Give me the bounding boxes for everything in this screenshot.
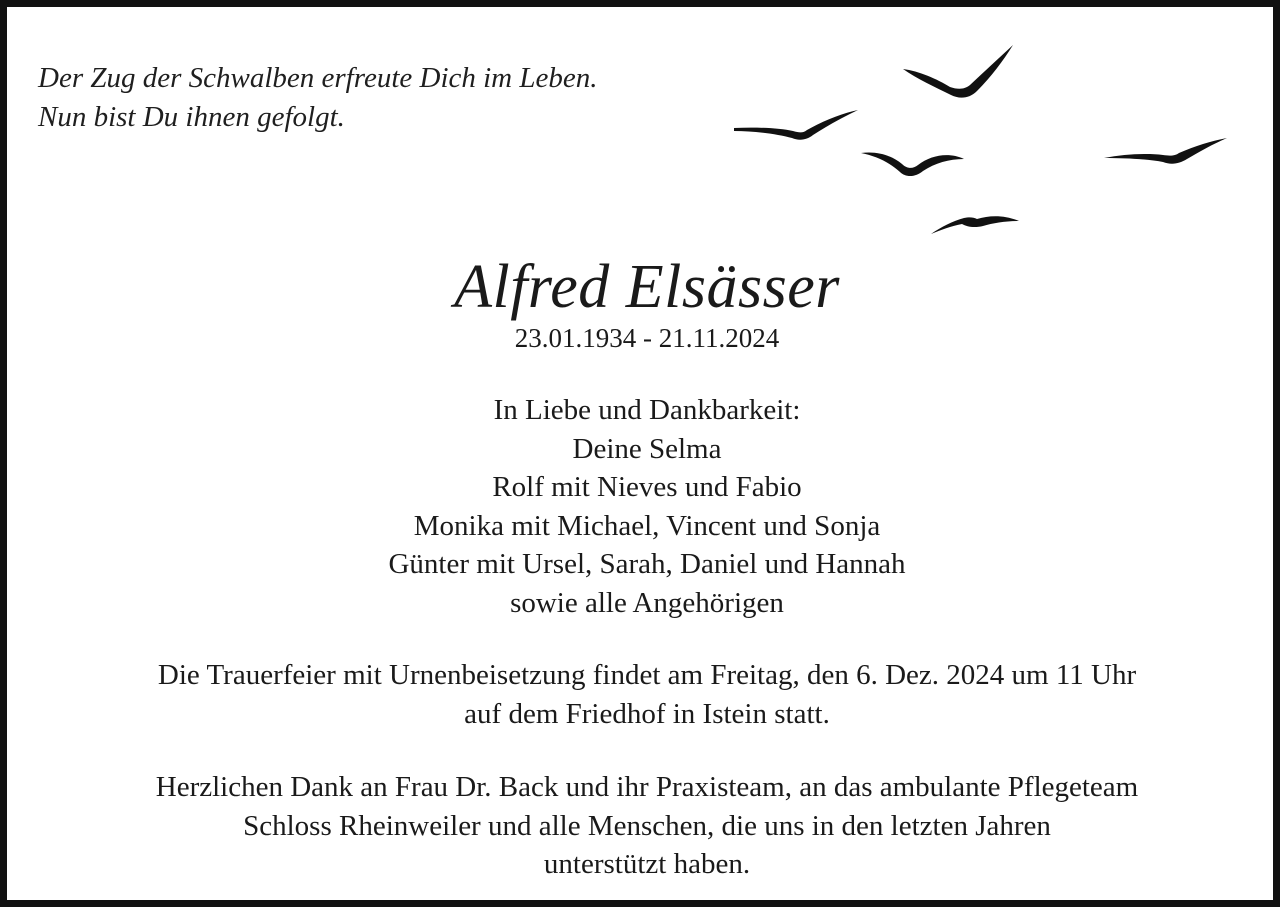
deceased-name: Alfred Elsässer [454,253,840,321]
family-line: Günter mit Ursel, Sarah, Daniel und Hannah [388,548,906,580]
bird-icon [1104,138,1227,164]
family-intro: In Liebe und Dankbarkeit: [493,394,801,426]
life-dates: 23.01.1934 - 21.11.2024 [514,323,780,353]
service-line: auf dem Friedhof in Istein statt. [464,697,830,730]
family-section [7,391,1280,622]
thanks-line: unterstützt haben. [543,848,751,880]
family-line: Deine Selma [572,432,722,465]
funeral-service-info [7,656,1280,733]
bird-icon [931,216,1019,234]
bird-icon [903,45,1013,98]
bird-icon [861,152,964,176]
thanks-line: Schloss Rheinweiler und alle Menschen, die uns in den letzten Jahren [243,809,1051,842]
thanks-line: Herzlichen Dank an Frau Dr. Back und ihr Praxisteam, an das ambulante Pflegeteam [155,771,1139,803]
flying-birds-icon [7,7,1280,267]
motto-line-2: Nun bist Du ihnen gefolgt. [38,101,345,133]
family-line: sowie alle Angehörigen [510,586,784,619]
service-line: Die Trauerfeier mit Urnenbeisetzung findet am Freitag, den 6. Dez. 2024 um 11 Uhr [157,659,1137,691]
thanks-section [7,768,1280,884]
bird-icon [734,110,858,140]
family-line: Monika mit Michael, Vincent und Sonja [413,509,881,542]
family-line: Rolf mit Nieves und Fabio [492,471,802,503]
motto-line-1: Der Zug der Schwalben erfreute Dich im Leben. [38,62,598,94]
